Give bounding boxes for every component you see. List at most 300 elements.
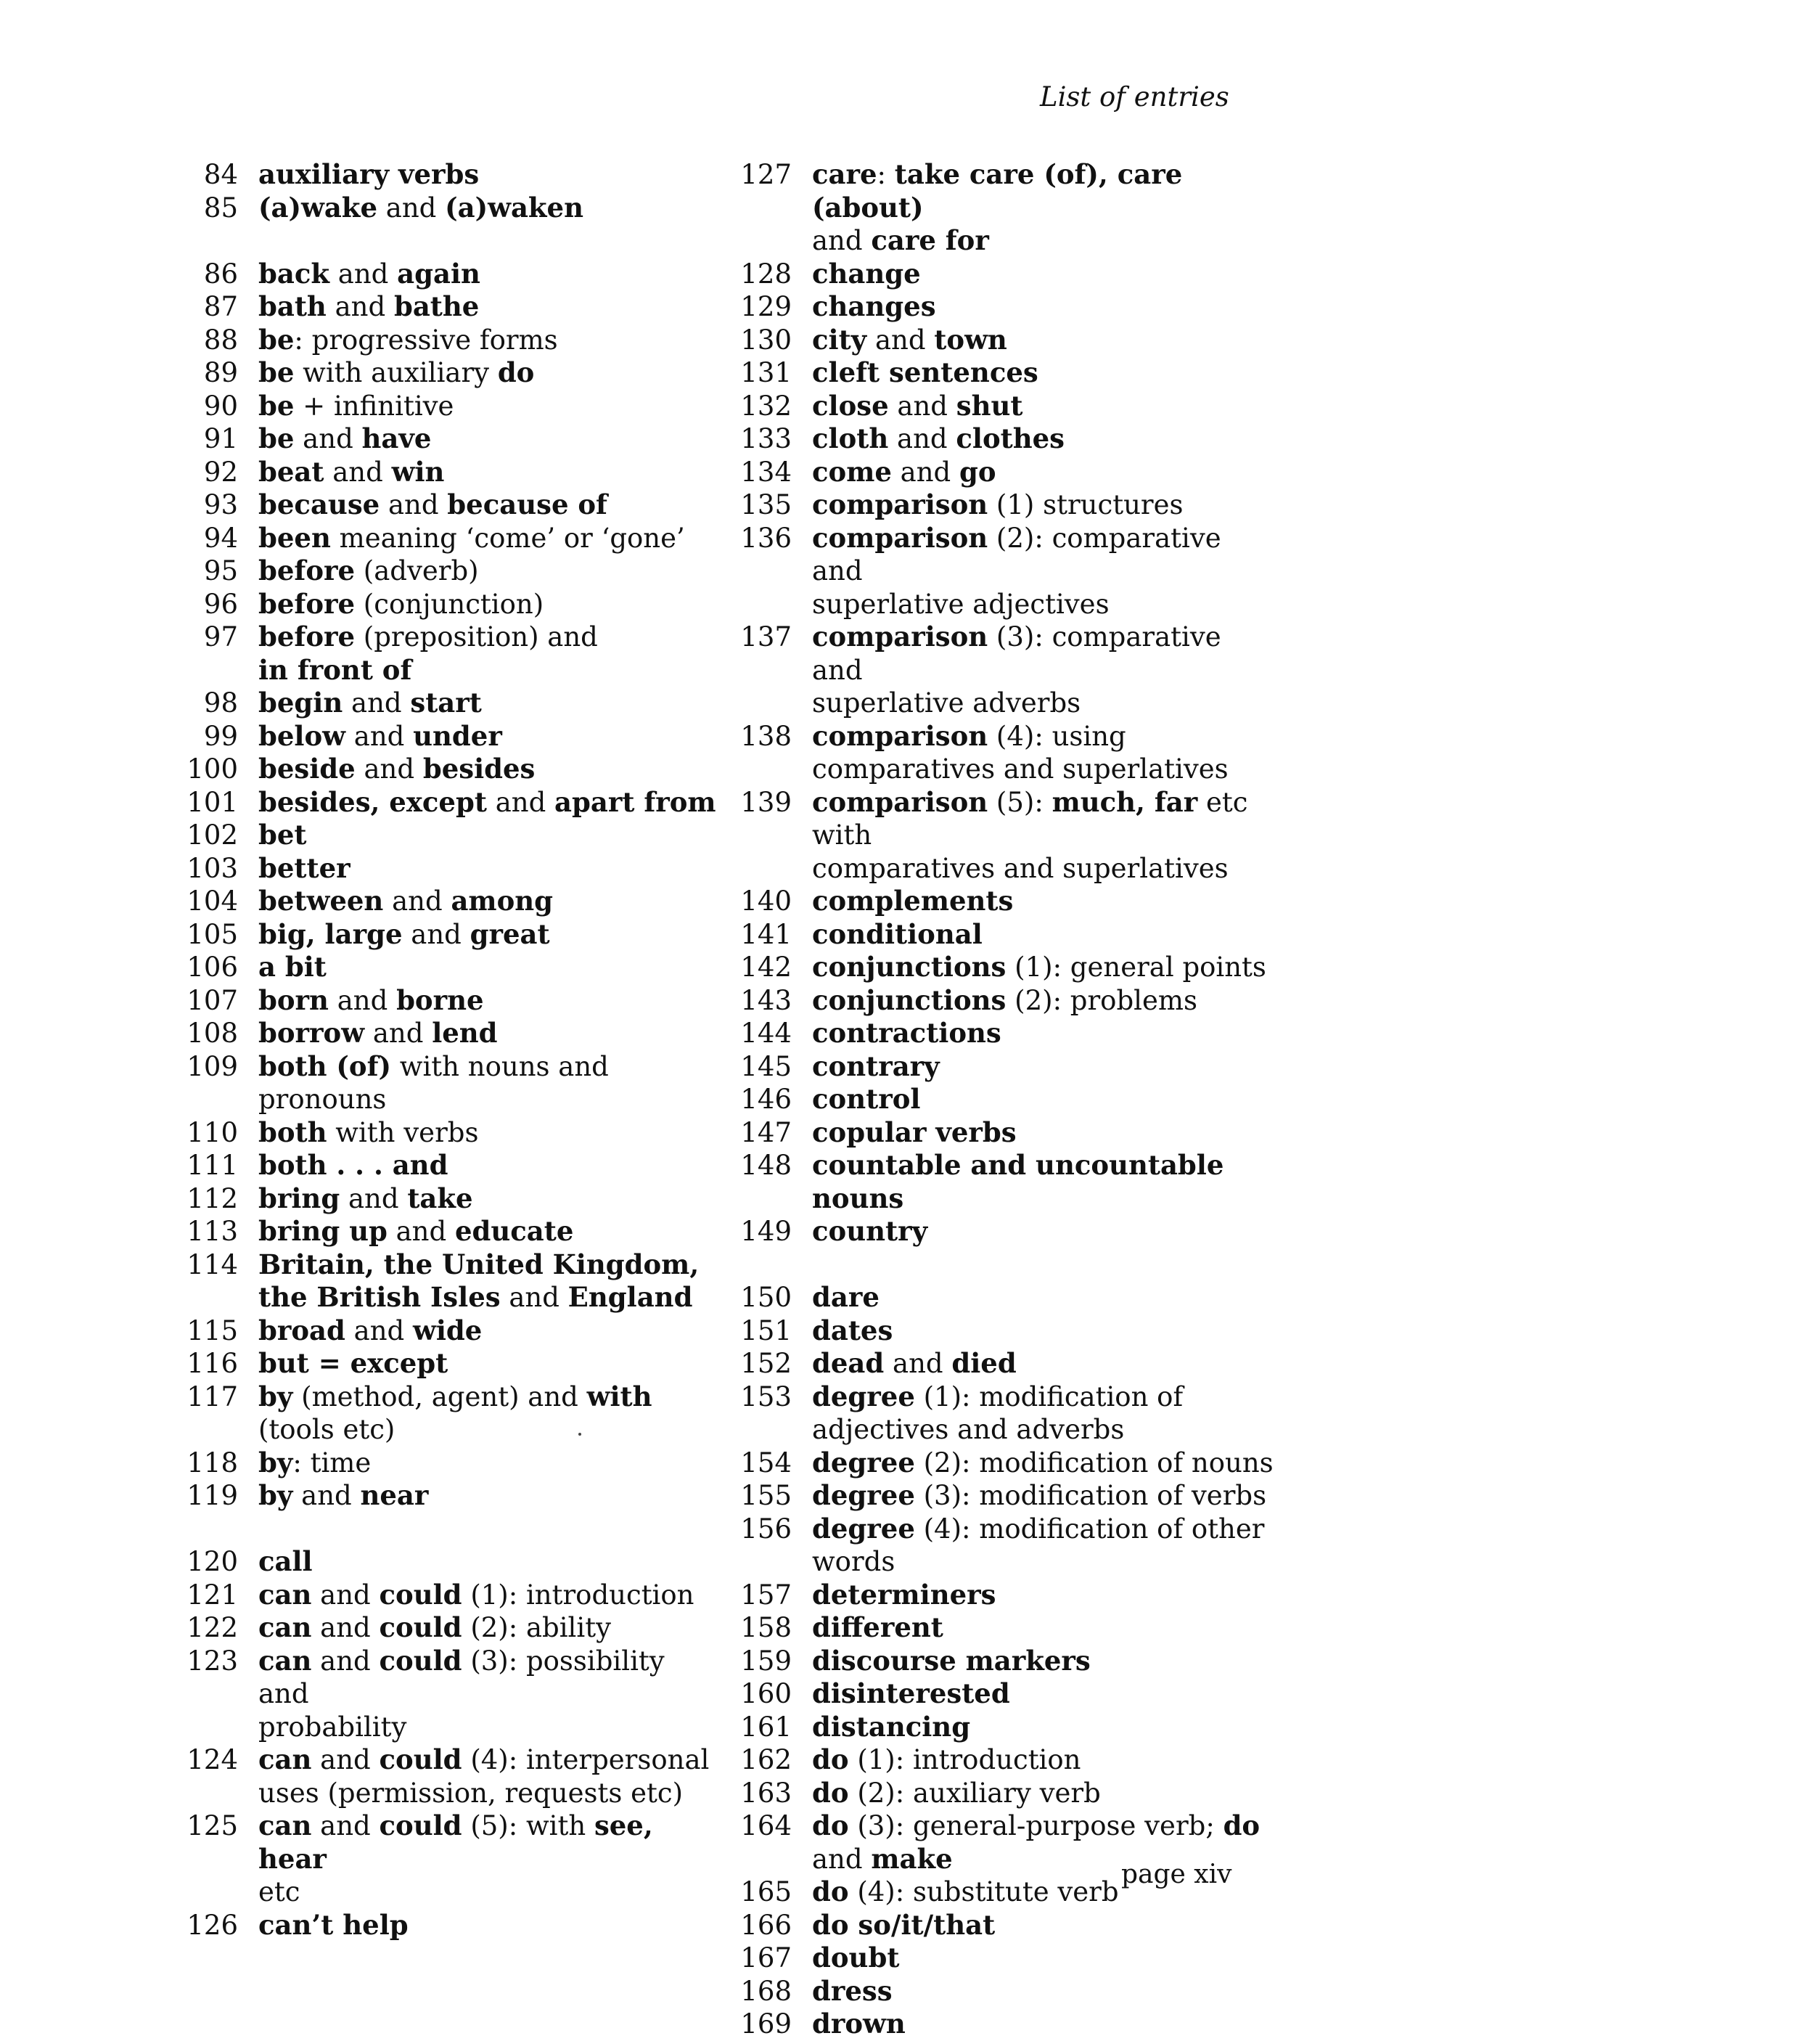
entry-gloss: and	[340, 1182, 408, 1214]
entry-title	[812, 1447, 1274, 1480]
entry-title	[812, 1149, 1274, 1215]
entry-number: 125	[186, 1810, 238, 1841]
entry-headword: again	[397, 257, 480, 290]
entry-number: 141	[740, 918, 792, 950]
entry-number: 110	[186, 1116, 238, 1148]
entry-number: 87	[203, 291, 238, 322]
entry-title	[812, 1513, 1274, 1579]
entry-item	[722, 390, 1274, 423]
entry-title	[812, 1909, 1274, 1942]
entry-title	[258, 1215, 720, 1248]
entry-title	[258, 1182, 720, 1216]
entry-title	[258, 753, 720, 786]
entry-number: 154	[740, 1447, 792, 1478]
entry-headword: much, far	[1052, 785, 1198, 818]
entry-headword: been	[258, 521, 331, 554]
entry-headword: born	[258, 983, 329, 1016]
entry-item	[722, 488, 1274, 522]
entry-gloss: and	[292, 1480, 361, 1511]
entry-gloss: comparatives and superlatives	[812, 753, 1229, 785]
entry-gloss: and	[500, 1282, 568, 1313]
entry-title	[812, 1975, 1274, 2008]
entry-gloss: superlative adjectives	[812, 588, 1110, 620]
entry-item	[722, 1513, 1274, 1579]
entry-item	[168, 621, 720, 687]
entry-headword: doubt	[812, 1942, 900, 1973]
entry-headword: cleft sentences	[812, 356, 1038, 388]
entry-gloss: meaning ‘come’ or ‘gone’	[330, 522, 685, 554]
entry-gloss: uses (permission, requests etc)	[258, 1777, 684, 1809]
entry-number: 144	[740, 1018, 792, 1049]
entry-title	[258, 918, 720, 952]
entry-title	[812, 1215, 1274, 1248]
entry-number: 114	[186, 1248, 238, 1280]
entry-gloss: and	[345, 1314, 413, 1346]
entry-gloss: and	[343, 687, 411, 719]
entry-headword: care	[812, 158, 877, 190]
entry-number: 115	[186, 1314, 238, 1346]
entry-title	[258, 1149, 720, 1182]
entry-number: 153	[740, 1381, 792, 1412]
entry-headword: different	[812, 1611, 943, 1643]
entry-gloss: and	[311, 1744, 380, 1775]
entry-headword: because	[258, 488, 380, 520]
entry-number: 111	[186, 1150, 238, 1181]
entry-gloss: : time	[292, 1447, 372, 1478]
entry-number: 93	[203, 489, 238, 520]
entry-title	[258, 588, 720, 621]
entry-headword: broad	[258, 1314, 345, 1346]
entry-item	[168, 158, 720, 192]
entry-headword: educate	[454, 1215, 574, 1247]
entry-gloss: etc with	[812, 786, 1248, 851]
entry-headword: degree	[812, 1479, 915, 1511]
entry-number: 116	[186, 1348, 238, 1379]
entry-number: 151	[740, 1314, 792, 1346]
running-head: List of entries	[1040, 81, 1229, 113]
entry-gloss: probability	[258, 1711, 407, 1743]
entry-title	[812, 488, 1274, 522]
entry-number: 94	[203, 522, 238, 554]
entry-title	[258, 1017, 720, 1050]
entry-title	[258, 786, 720, 819]
entry-headword: with	[586, 1380, 652, 1412]
entry-gloss: (3): general-purpose verb;	[848, 1810, 1223, 1841]
entry-gloss: adjectives and adverbs	[812, 1414, 1125, 1445]
entry-number: 85	[203, 192, 238, 224]
entry-headword: by	[258, 1446, 293, 1478]
entry-headword: degree	[812, 1446, 915, 1478]
entry-title	[812, 1314, 1274, 1348]
entry-headword: do	[497, 356, 535, 388]
entry-headword: great	[470, 917, 550, 950]
entry-headword: England	[567, 1281, 693, 1313]
entry-number: 139	[740, 786, 792, 818]
entry-item	[168, 786, 720, 819]
section-spacer	[722, 1248, 1274, 1282]
entry-item	[168, 1149, 720, 1182]
entry-item	[722, 290, 1274, 324]
entry-headword: near	[360, 1479, 429, 1511]
entry-headword: conjunctions	[812, 983, 1007, 1016]
entry-title	[812, 1942, 1274, 1975]
entry-headword: conditional	[812, 917, 983, 950]
entry-title	[812, 885, 1274, 918]
entry-item	[722, 1281, 1274, 1314]
entry-item	[722, 1116, 1274, 1150]
entry-headword: dress	[812, 1974, 893, 2007]
entry-number: 100	[186, 753, 238, 785]
entry-gloss: etc	[258, 1876, 300, 1907]
entry-title	[258, 522, 720, 555]
entry-headword: (a)wake	[258, 191, 377, 224]
entry-headword: better	[258, 851, 351, 884]
entry-headword: have	[361, 422, 432, 454]
entries-column-left	[168, 158, 720, 1942]
entry-headword: borrow	[258, 1017, 365, 1049]
entry-number: 155	[740, 1480, 792, 1511]
entry-item	[722, 720, 1274, 786]
entry-headword: cloth	[812, 422, 889, 454]
entry-number: 149	[740, 1216, 792, 1247]
entry-gloss: (conjunction)	[355, 588, 544, 620]
entry-headword: determiners	[812, 1578, 996, 1611]
entry-number: 158	[740, 1612, 792, 1643]
entry-gloss: with nouns and	[391, 1050, 609, 1082]
entry-item	[168, 720, 720, 753]
entry-number: 150	[740, 1282, 792, 1313]
entry-title	[258, 1645, 720, 1744]
entry-number: 126	[186, 1909, 238, 1941]
entry-item	[722, 951, 1274, 984]
entry-title	[258, 1479, 720, 1513]
entry-item	[168, 1479, 720, 1513]
section-spacer	[168, 224, 720, 258]
entry-title	[812, 918, 1274, 952]
entry-title	[258, 390, 720, 423]
entry-item	[722, 1743, 1274, 1777]
entry-item	[722, 456, 1274, 489]
entry-number: 136	[740, 522, 792, 554]
entry-number: 105	[186, 918, 238, 950]
entry-gloss: and	[891, 456, 960, 488]
entry-item	[168, 1050, 720, 1116]
entry-gloss: and	[486, 786, 555, 818]
entry-number: 145	[740, 1050, 792, 1082]
entry-headword: between	[258, 885, 384, 917]
entry-number: 166	[740, 1909, 792, 1941]
entry-title	[812, 1777, 1274, 1810]
entry-item	[168, 356, 720, 390]
entry-number: 119	[186, 1480, 238, 1511]
entry-gloss: and	[311, 1579, 380, 1611]
entry-title	[812, 2008, 1274, 2041]
entry-title	[258, 1116, 720, 1150]
entry-item	[168, 258, 720, 291]
entry-number: 164	[740, 1810, 792, 1841]
entry-headword: make	[871, 1842, 953, 1875]
entry-headword: bathe	[393, 290, 480, 322]
entry-item	[722, 1215, 1274, 1248]
entry-item	[168, 687, 720, 720]
entry-headword: a bit	[258, 951, 327, 983]
entry-title	[258, 1381, 720, 1447]
entry-title	[812, 422, 1274, 456]
entry-title	[258, 1611, 720, 1645]
entry-item	[722, 1149, 1274, 1215]
entry-title	[258, 422, 720, 456]
entry-gloss: with verbs	[327, 1116, 479, 1148]
entry-gloss: (2): auxiliary verb	[848, 1777, 1101, 1809]
entry-headword: discourse markers	[812, 1644, 1091, 1677]
entry-title	[812, 984, 1274, 1018]
entry-headword: besides	[422, 753, 536, 785]
entry-item	[168, 1809, 720, 1909]
entry-headword: country	[812, 1215, 928, 1247]
entry-number: 89	[203, 357, 238, 388]
entry-title	[258, 192, 720, 225]
entry-headword: dates	[812, 1314, 893, 1346]
entry-title	[812, 258, 1274, 291]
entry-number: 118	[186, 1447, 238, 1478]
entry-number: 146	[740, 1084, 792, 1115]
entry-gloss: and	[345, 720, 414, 752]
entry-item	[722, 1645, 1274, 1678]
entry-gloss: pronouns	[258, 1084, 387, 1115]
entry-gloss: and	[355, 753, 423, 785]
entry-item	[168, 852, 720, 885]
entry-gloss: (preposition) and	[355, 621, 598, 653]
entry-headword: could	[379, 1644, 462, 1677]
entry-item	[168, 456, 720, 489]
entry-headword: lend	[432, 1017, 498, 1049]
entry-title	[258, 951, 720, 984]
entry-number: 112	[186, 1182, 238, 1214]
entry-headword: can	[258, 1644, 312, 1677]
entry-number: 137	[740, 621, 792, 653]
entry-gloss: with auxiliary	[294, 357, 498, 388]
entry-headword: start	[410, 687, 482, 719]
entry-gloss: and	[812, 1843, 872, 1875]
entry-number: 143	[740, 984, 792, 1016]
entry-title	[812, 1579, 1274, 1612]
entry-number: 92	[203, 456, 238, 488]
entry-gloss: (2): modification of nouns	[914, 1447, 1274, 1478]
entry-gloss: and	[364, 1018, 433, 1049]
entry-number: 163	[740, 1777, 792, 1809]
entry-number: 135	[740, 489, 792, 520]
entry-gloss: and	[812, 225, 872, 256]
entry-item	[168, 488, 720, 522]
entry-gloss: (5): with	[462, 1810, 594, 1841]
entry-headword: bring up	[258, 1215, 388, 1247]
entry-number: 169	[740, 2008, 792, 2040]
entry-headword: care for	[871, 224, 989, 256]
entry-title	[258, 1447, 720, 1480]
entry-headword: before	[258, 555, 356, 586]
entry-headword: in front of	[258, 653, 412, 686]
entry-gloss: comparatives and superlatives	[812, 852, 1229, 884]
entry-number: 159	[740, 1645, 792, 1677]
entry-headword: because of	[447, 488, 607, 520]
entry-headword: contrary	[812, 1050, 940, 1082]
entry-headword: win	[391, 455, 445, 488]
entry-headword: could	[379, 1611, 462, 1643]
page-number: page xiv	[1121, 1860, 1232, 1889]
entry-headword: could	[379, 1809, 462, 1841]
entry-title	[812, 1479, 1274, 1513]
entry-gloss: (4): interpersonal	[462, 1744, 710, 1775]
entry-headword: bring	[258, 1182, 340, 1214]
entry-gloss: words	[812, 1546, 895, 1577]
entry-headword: Britain, the United Kingdom,	[258, 1248, 700, 1280]
entry-gloss: and	[311, 1612, 380, 1643]
entry-headword: do	[812, 1743, 849, 1775]
entry-item	[722, 324, 1274, 357]
entry-gloss: and	[387, 1216, 455, 1247]
entry-number: 91	[203, 423, 238, 454]
entry-gloss: (1): general points	[1006, 952, 1266, 983]
entry-title	[258, 356, 720, 390]
entry-gloss: and	[294, 423, 362, 454]
entry-headword: change	[812, 257, 921, 290]
entry-headword: do	[1223, 1809, 1261, 1841]
entry-title	[812, 158, 1274, 258]
entry-title	[812, 621, 1274, 720]
entry-headword: do	[812, 1876, 849, 1907]
entry-headword: apart from	[554, 785, 716, 818]
entry-number: 157	[740, 1579, 792, 1611]
entry-item	[722, 1050, 1274, 1084]
entry-gloss: (tools etc)	[258, 1414, 395, 1445]
entry-headword: dead	[812, 1347, 885, 1379]
entry-headword: countable and uncountable nouns	[812, 1149, 1224, 1214]
entry-gloss: and	[326, 291, 394, 322]
entry-title	[258, 1050, 720, 1116]
entry-item	[722, 1677, 1274, 1711]
entry-gloss: (1) structures	[988, 489, 1184, 520]
entry-headword: under	[413, 719, 502, 752]
entry-item	[722, 918, 1274, 952]
entry-headword: before	[258, 587, 356, 620]
entry-item	[722, 1579, 1274, 1612]
entry-headword: shut	[956, 389, 1023, 422]
entry-headword: (a)waken	[445, 191, 583, 224]
entry-number: 128	[740, 258, 792, 290]
entry-title	[258, 1545, 720, 1579]
entry-headword: big, large	[258, 917, 403, 950]
entry-gloss: (4): substitute verb	[848, 1876, 1119, 1907]
entry-headword: do	[812, 1776, 849, 1809]
entry-number: 161	[740, 1711, 792, 1743]
entry-number: 95	[203, 555, 238, 586]
entry-number: 167	[740, 1942, 792, 1973]
entry-item	[722, 1942, 1274, 1975]
entry-title	[812, 1050, 1274, 1084]
entry-item	[168, 192, 720, 225]
entry-headword: bet	[258, 819, 307, 851]
entry-gloss: and	[866, 324, 935, 356]
entry-number: 96	[203, 588, 238, 620]
entry-headword: be	[258, 389, 295, 422]
entry-headword: take	[407, 1182, 473, 1214]
entry-title	[812, 456, 1274, 489]
entry-gloss: (3): comparative and	[812, 621, 1221, 686]
entry-number: 103	[186, 852, 238, 884]
entry-item	[168, 1743, 720, 1809]
entry-item	[168, 422, 720, 456]
entry-number: 113	[186, 1216, 238, 1247]
entry-gloss: (2): ability	[462, 1612, 611, 1643]
entry-item	[168, 885, 720, 918]
entry-gloss: (1): introduction	[462, 1579, 694, 1611]
entry-headword: comparison	[812, 488, 988, 520]
entry-title	[812, 1711, 1274, 1744]
entry-title	[812, 356, 1274, 390]
entry-item	[168, 918, 720, 952]
entry-headword: begin	[258, 687, 343, 719]
entry-title	[258, 1809, 720, 1909]
entry-gloss: :	[877, 159, 895, 190]
entry-title	[812, 786, 1274, 885]
entry-headword: city	[812, 323, 867, 356]
entry-title	[258, 687, 720, 720]
entry-headword: can	[258, 1611, 312, 1643]
entry-headword: both (of)	[258, 1050, 392, 1082]
entry-gloss: and	[328, 984, 397, 1016]
entry-title	[258, 488, 720, 522]
entry-item	[722, 422, 1274, 456]
entry-headword: beside	[258, 753, 356, 785]
entry-number: 132	[740, 390, 792, 422]
entry-headword: but = except	[258, 1347, 448, 1379]
entry-number: 124	[186, 1744, 238, 1775]
entry-item	[722, 984, 1274, 1018]
entry-title	[258, 158, 720, 192]
entry-title	[812, 1017, 1274, 1050]
entry-item	[722, 2008, 1274, 2041]
entry-gloss: (2): problems	[1006, 984, 1197, 1016]
entry-item	[168, 951, 720, 984]
entry-headword: do	[812, 1809, 849, 1841]
entry-headword: by	[258, 1479, 293, 1511]
entry-number: 156	[740, 1513, 792, 1545]
entry-number: 152	[740, 1348, 792, 1379]
entry-item	[168, 1116, 720, 1150]
entry-number: 108	[186, 1018, 238, 1049]
entry-number: 142	[740, 952, 792, 983]
entry-title	[258, 885, 720, 918]
entry-headword: can	[258, 1578, 312, 1611]
entry-headword: be	[258, 356, 295, 388]
entry-headword: could	[379, 1743, 462, 1775]
entry-gloss: and	[380, 489, 448, 520]
entry-headword: below	[258, 719, 345, 752]
entry-item	[722, 1083, 1274, 1116]
entry-headword: contractions	[812, 1017, 1001, 1049]
entry-headword: comparison	[812, 719, 988, 752]
entry-item	[722, 1314, 1274, 1348]
entry-headword: by	[258, 1380, 293, 1412]
entry-headword: comparison	[812, 621, 988, 653]
entry-item	[722, 1975, 1274, 2008]
entry-gloss: and	[402, 918, 470, 950]
entry-number: 101	[186, 786, 238, 818]
entry-headword: died	[951, 1347, 1017, 1379]
entry-title	[812, 522, 1274, 621]
entry-headword: be	[258, 323, 295, 356]
entry-title	[258, 1909, 720, 1942]
